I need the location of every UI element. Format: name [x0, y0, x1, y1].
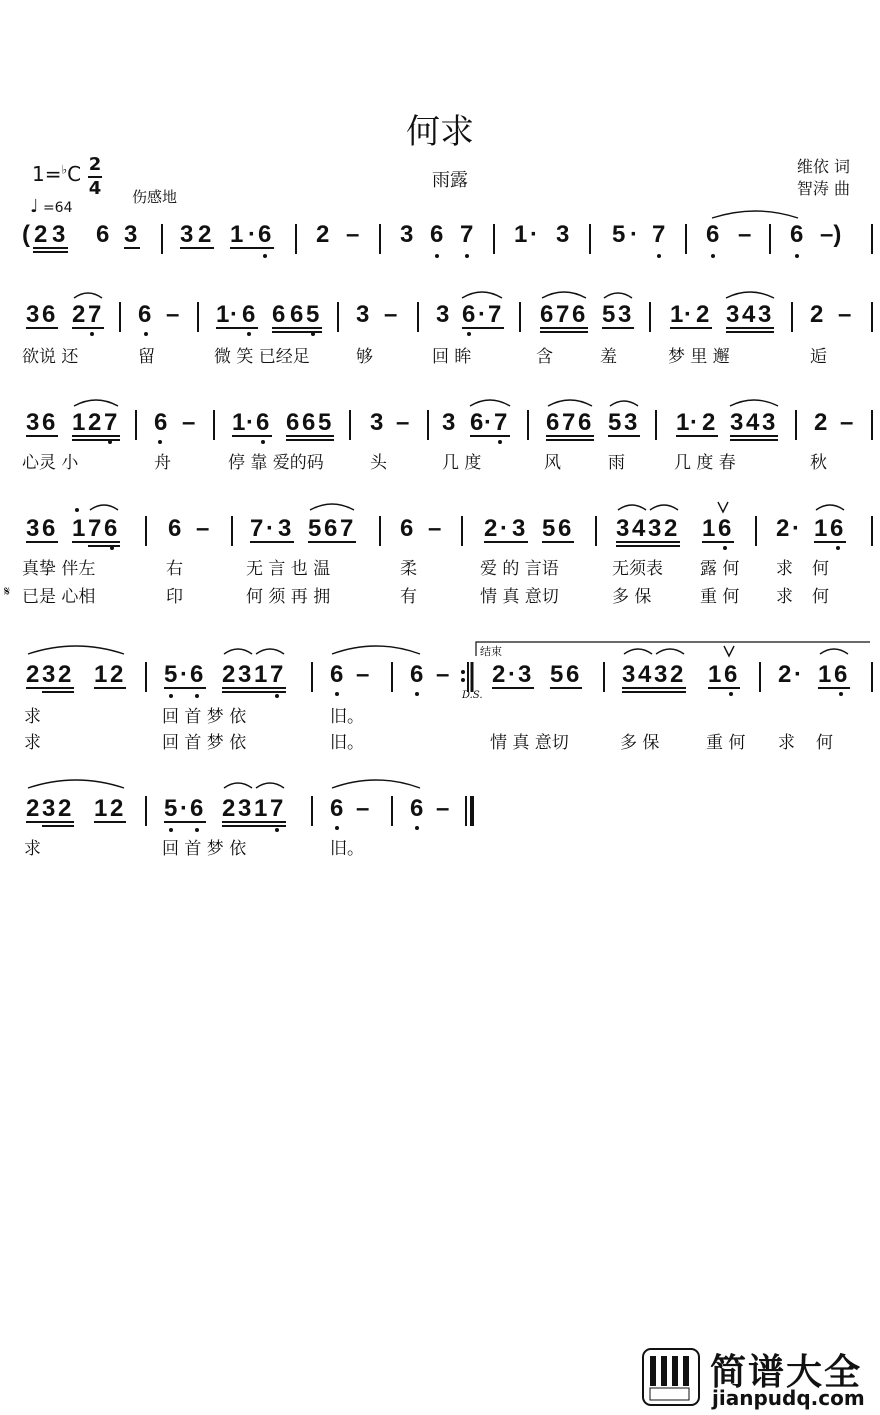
- svg-text:5: 5: [602, 301, 616, 328]
- svg-text:–: –: [356, 795, 370, 822]
- svg-text:2: 2: [778, 661, 792, 688]
- svg-text:·: ·: [484, 409, 492, 436]
- svg-text:6: 6: [558, 515, 572, 542]
- lyric: 何: [812, 559, 829, 579]
- svg-text:–): –): [820, 221, 842, 248]
- svg-text:3: 3: [512, 515, 526, 542]
- svg-text:6: 6: [540, 301, 554, 328]
- lyric: 求: [776, 559, 793, 579]
- svg-text:6: 6: [400, 515, 414, 542]
- key-letter: C: [67, 162, 82, 186]
- svg-text:6: 6: [330, 795, 344, 822]
- svg-text:·: ·: [180, 795, 188, 822]
- svg-text:3: 3: [278, 515, 292, 542]
- svg-text:2: 2: [670, 661, 684, 688]
- svg-text:1: 1: [708, 661, 722, 688]
- lyric: 够: [356, 347, 373, 367]
- svg-text:3: 3: [624, 409, 638, 436]
- lyric: 已是 心相: [22, 587, 96, 607]
- svg-text:6: 6: [566, 661, 580, 688]
- svg-text:1: 1: [94, 795, 108, 822]
- svg-text:6: 6: [96, 221, 110, 248]
- svg-text:·: ·: [478, 301, 486, 328]
- svg-text:2: 2: [198, 221, 212, 248]
- svg-text:5: 5: [164, 661, 178, 688]
- svg-text:2: 2: [110, 661, 124, 688]
- svg-text:6: 6: [462, 301, 476, 328]
- svg-text:3: 3: [238, 795, 252, 822]
- lyric: 旧。: [330, 839, 364, 859]
- lyric: 梦 里 邂: [668, 347, 730, 367]
- lyric: 多 保: [612, 587, 652, 607]
- lyric: 何: [816, 733, 833, 753]
- lyric: 何 须 再 拥: [246, 587, 331, 607]
- composer-credit: 智涛 曲: [796, 179, 850, 198]
- svg-text:·: ·: [792, 515, 800, 542]
- svg-text:6: 6: [242, 301, 256, 328]
- svg-text:·: ·: [266, 515, 274, 542]
- svg-text:3: 3: [648, 515, 662, 542]
- svg-text:·: ·: [690, 409, 698, 436]
- svg-text:7: 7: [340, 515, 354, 542]
- staff-row-6: [0, 772, 880, 834]
- lyric: 羞: [600, 347, 617, 367]
- svg-text:3: 3: [556, 221, 570, 248]
- lyric: 风: [544, 453, 561, 473]
- staff-row-5: [0, 636, 880, 700]
- svg-text:–: –: [436, 661, 450, 688]
- staff-row-2: [0, 286, 880, 336]
- singer-name: 雨露: [432, 170, 468, 191]
- lyric: 停 靠 爱的码: [228, 453, 324, 473]
- svg-text:2: 2: [26, 795, 40, 822]
- svg-text:·: ·: [508, 661, 516, 688]
- svg-text:3: 3: [616, 515, 630, 542]
- score-title: 何求: [406, 112, 474, 152]
- svg-text:–: –: [196, 515, 210, 542]
- svg-text:·: ·: [500, 515, 508, 542]
- lyric: 心灵 小: [22, 453, 79, 473]
- svg-text:3: 3: [180, 221, 194, 248]
- svg-text:6: 6: [578, 409, 592, 436]
- svg-text:6: 6: [302, 409, 316, 436]
- svg-text:1: 1: [514, 221, 528, 248]
- svg-text:6: 6: [546, 409, 560, 436]
- svg-text:6: 6: [572, 301, 586, 328]
- svg-text:7: 7: [270, 795, 284, 822]
- svg-text:1: 1: [72, 409, 86, 436]
- svg-text:1: 1: [232, 409, 246, 436]
- piano-keys-icon: [642, 1348, 700, 1406]
- staff-row-3: [0, 394, 880, 444]
- svg-text:1: 1: [254, 795, 268, 822]
- svg-text:6: 6: [718, 515, 732, 542]
- lyric: 情 真 意切: [480, 587, 559, 607]
- svg-text:2: 2: [34, 221, 48, 248]
- lyric: 回 首 梦 依: [162, 839, 247, 859]
- svg-text:2: 2: [492, 661, 506, 688]
- svg-text:7: 7: [652, 221, 666, 248]
- svg-text:3: 3: [238, 661, 252, 688]
- svg-text:7: 7: [270, 661, 284, 688]
- svg-text:3: 3: [356, 301, 370, 328]
- lyric: 印: [166, 587, 183, 607]
- svg-text:4: 4: [638, 661, 652, 688]
- segno-icon: 𝄋: [4, 584, 11, 600]
- lyric: 微 笑 已经足: [214, 347, 310, 367]
- svg-text:5: 5: [612, 221, 626, 248]
- svg-text:3: 3: [124, 221, 138, 248]
- lyric: 无须表: [612, 559, 663, 579]
- svg-text:7: 7: [88, 515, 102, 542]
- svg-text:·: ·: [248, 221, 256, 248]
- svg-text:3: 3: [52, 221, 66, 248]
- svg-text:2: 2: [810, 301, 824, 328]
- svg-text:1: 1: [72, 515, 86, 542]
- key-prefix: 1=: [32, 162, 62, 186]
- lyric: 重 何: [700, 587, 740, 607]
- svg-text:6: 6: [706, 221, 720, 248]
- svg-text:6: 6: [410, 661, 424, 688]
- svg-text:3: 3: [730, 409, 744, 436]
- logo-text: 简谱大全: [710, 1352, 863, 1393]
- svg-text:–: –: [182, 409, 196, 436]
- svg-text:6: 6: [410, 795, 424, 822]
- lyric: 求: [24, 839, 41, 859]
- svg-text:·: ·: [246, 409, 254, 436]
- svg-text:6: 6: [272, 301, 286, 328]
- svg-text:6: 6: [42, 301, 56, 328]
- svg-text:–: –: [838, 301, 852, 328]
- svg-text:5: 5: [550, 661, 564, 688]
- lyric: 回 首 梦 依: [162, 733, 247, 753]
- svg-text:7: 7: [460, 221, 474, 248]
- svg-text:7: 7: [250, 515, 264, 542]
- lyric: 有: [400, 587, 417, 607]
- svg-text:6: 6: [470, 409, 484, 436]
- svg-text:6: 6: [258, 221, 272, 248]
- svg-text:5: 5: [164, 795, 178, 822]
- svg-text:6: 6: [324, 515, 338, 542]
- svg-text:5: 5: [608, 409, 622, 436]
- svg-text:3: 3: [618, 301, 632, 328]
- svg-text:6: 6: [104, 515, 118, 542]
- lyric: 几 度: [442, 453, 482, 473]
- svg-text:3: 3: [26, 515, 40, 542]
- svg-text:·: ·: [630, 221, 638, 248]
- svg-text:2: 2: [26, 661, 40, 688]
- svg-text:5: 5: [308, 515, 322, 542]
- svg-text:2: 2: [58, 661, 72, 688]
- lyric: 秋: [810, 453, 827, 473]
- svg-text:2: 2: [58, 795, 72, 822]
- lyric: 舟: [154, 453, 171, 473]
- svg-text:1: 1: [230, 221, 244, 248]
- svg-text:7: 7: [488, 301, 502, 328]
- lyric: 欲说 还: [22, 347, 79, 367]
- svg-text:2: 2: [702, 409, 716, 436]
- lyric: 逅: [810, 347, 827, 367]
- svg-text:–: –: [166, 301, 180, 328]
- key-signature: [32, 162, 81, 186]
- svg-text:·: ·: [230, 301, 238, 328]
- svg-text:2: 2: [88, 409, 102, 436]
- svg-text:6: 6: [330, 661, 344, 688]
- svg-text:6: 6: [190, 795, 204, 822]
- lyric: 留: [138, 347, 155, 367]
- svg-text:–: –: [346, 221, 360, 248]
- svg-text:2: 2: [72, 301, 86, 328]
- svg-text:4: 4: [632, 515, 646, 542]
- svg-text:3: 3: [26, 409, 40, 436]
- lyric: 含: [536, 347, 553, 367]
- svg-text:1: 1: [676, 409, 690, 436]
- svg-text:6: 6: [168, 515, 182, 542]
- logo-url: jianpudq.com: [712, 1386, 865, 1410]
- svg-text:6: 6: [430, 221, 444, 248]
- lyric: 柔: [400, 559, 417, 579]
- svg-text:3: 3: [42, 661, 56, 688]
- meter-top: 2: [88, 154, 102, 175]
- svg-text:1: 1: [216, 301, 230, 328]
- svg-text:2: 2: [222, 795, 236, 822]
- lyric: 多 保: [620, 733, 660, 753]
- lyric: 求: [778, 733, 795, 753]
- lyric: 何: [812, 587, 829, 607]
- svg-text:6: 6: [42, 515, 56, 542]
- svg-text:3: 3: [370, 409, 384, 436]
- svg-text:7: 7: [562, 409, 576, 436]
- svg-text:3: 3: [442, 409, 456, 436]
- svg-text:2: 2: [814, 409, 828, 436]
- svg-text:3: 3: [42, 795, 56, 822]
- svg-text:6: 6: [256, 409, 270, 436]
- svg-text:6: 6: [138, 301, 152, 328]
- svg-text:3: 3: [436, 301, 450, 328]
- svg-text:2: 2: [484, 515, 498, 542]
- svg-text:4: 4: [742, 301, 756, 328]
- svg-text:6: 6: [830, 515, 844, 542]
- lyric: 旧。: [330, 707, 364, 727]
- svg-text:–: –: [384, 301, 398, 328]
- svg-text:1: 1: [818, 661, 832, 688]
- site-logo: [642, 1344, 872, 1410]
- lyric: 求: [776, 587, 793, 607]
- svg-text:2: 2: [110, 795, 124, 822]
- lyric: 回 眸: [432, 347, 472, 367]
- svg-text:7: 7: [494, 409, 508, 436]
- lyric: 爱 的 言语: [480, 559, 559, 579]
- quarter-note-icon: ♩: [30, 196, 39, 217]
- svg-text:·: ·: [684, 301, 692, 328]
- svg-text:6: 6: [154, 409, 168, 436]
- svg-text:5: 5: [542, 515, 556, 542]
- lyric: 几 度 春: [674, 453, 736, 473]
- svg-text:6: 6: [42, 409, 56, 436]
- time-signature: [88, 154, 102, 200]
- svg-text:·: ·: [180, 661, 188, 688]
- svg-text:3: 3: [762, 409, 776, 436]
- svg-text:–: –: [738, 221, 752, 248]
- svg-text:3: 3: [726, 301, 740, 328]
- svg-text:3: 3: [654, 661, 668, 688]
- svg-text:1: 1: [814, 515, 828, 542]
- svg-text:–: –: [428, 515, 442, 542]
- lyric: 真挚 伴左: [22, 559, 96, 579]
- svg-text:1: 1: [702, 515, 716, 542]
- ending-bracket-label: 结束: [480, 645, 502, 658]
- svg-text:·: ·: [794, 661, 802, 688]
- lyric: 求: [24, 707, 41, 727]
- svg-text:1: 1: [670, 301, 684, 328]
- lyric: 旧。: [330, 733, 364, 753]
- svg-text:6: 6: [190, 661, 204, 688]
- svg-text:(: (: [22, 221, 30, 248]
- svg-text:3: 3: [622, 661, 636, 688]
- lyric: 无 言 也 温: [246, 559, 331, 579]
- svg-text:6: 6: [790, 221, 804, 248]
- svg-text:1: 1: [94, 661, 108, 688]
- expression-mark: 伤感地: [132, 188, 178, 206]
- lyric: 情 真 意切: [490, 733, 569, 753]
- svg-text:5: 5: [306, 301, 320, 328]
- lyric: 重 何: [706, 733, 746, 753]
- svg-text:·: ·: [530, 221, 538, 248]
- svg-text:1: 1: [254, 661, 268, 688]
- svg-text:6: 6: [290, 301, 304, 328]
- svg-text:2: 2: [664, 515, 678, 542]
- svg-text:2: 2: [316, 221, 330, 248]
- meter-bottom: 4: [88, 178, 102, 199]
- lyric: 头: [370, 453, 387, 473]
- svg-text:–: –: [356, 661, 370, 688]
- svg-text:2: 2: [222, 661, 236, 688]
- svg-text:–: –: [840, 409, 854, 436]
- ds-marker: D.S.: [462, 690, 483, 701]
- svg-text:2: 2: [696, 301, 710, 328]
- svg-text:6: 6: [834, 661, 848, 688]
- svg-text:2: 2: [776, 515, 790, 542]
- svg-text:6: 6: [286, 409, 300, 436]
- staff-row-1: [0, 210, 880, 270]
- svg-text:–: –: [396, 409, 410, 436]
- lyric: 回 首 梦 依: [162, 707, 247, 727]
- lyric: 雨: [608, 453, 625, 473]
- lyric: 求: [24, 733, 41, 753]
- lyric: 右: [166, 559, 183, 579]
- tempo-value: =64: [42, 200, 73, 216]
- staff-row-4: [0, 498, 880, 552]
- lyric: 露 何: [700, 559, 740, 579]
- svg-text:4: 4: [746, 409, 760, 436]
- svg-text:7: 7: [88, 301, 102, 328]
- svg-text:5: 5: [318, 409, 332, 436]
- svg-text:7: 7: [556, 301, 570, 328]
- svg-text:3: 3: [758, 301, 772, 328]
- svg-text:7: 7: [104, 409, 118, 436]
- flat-sign: ♭: [61, 162, 68, 177]
- lyricist-credit: 维依 词: [796, 157, 850, 176]
- svg-text:–: –: [436, 795, 450, 822]
- svg-text:3: 3: [26, 301, 40, 328]
- svg-text:6: 6: [724, 661, 738, 688]
- svg-text:3: 3: [400, 221, 414, 248]
- svg-text:3: 3: [518, 661, 532, 688]
